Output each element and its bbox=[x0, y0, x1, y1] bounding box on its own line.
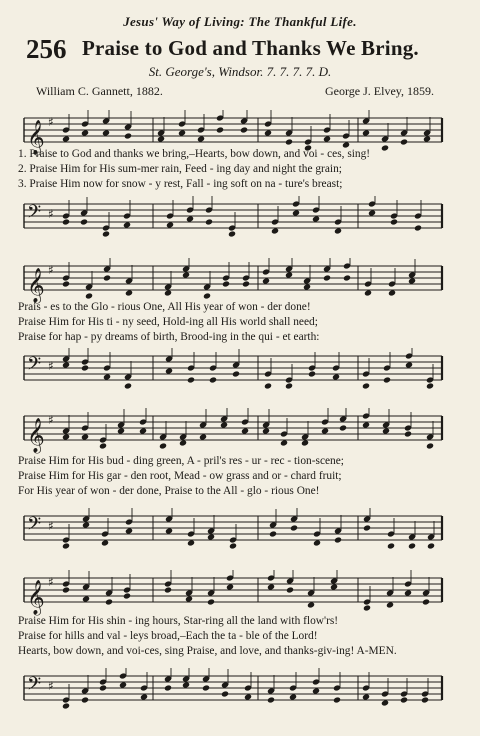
note-head bbox=[166, 221, 174, 228]
note-head bbox=[124, 382, 132, 389]
music-system-1 bbox=[18, 100, 448, 228]
note-head bbox=[62, 280, 70, 287]
note-head bbox=[103, 274, 111, 281]
treble-staff bbox=[18, 570, 448, 616]
note-head bbox=[220, 421, 228, 428]
key-signature-sharp-icon: ♯ bbox=[48, 519, 54, 533]
author-credit: William C. Gannett, 1882. bbox=[36, 84, 163, 98]
note-head bbox=[383, 376, 391, 383]
note-head bbox=[404, 589, 412, 596]
note-head bbox=[362, 382, 370, 389]
note-head bbox=[81, 129, 89, 136]
note-head bbox=[280, 439, 288, 446]
note-head bbox=[182, 271, 190, 278]
lyric-line-verse-2: Praise for hills and val - leys broad,–Each the ta - ble of the Lord! bbox=[18, 630, 318, 642]
note-head bbox=[157, 135, 165, 142]
note-head bbox=[62, 433, 70, 440]
section-heading: Jesus' Way of Living: The Thankful Life. bbox=[123, 14, 357, 29]
note-head bbox=[285, 382, 293, 389]
key-signature-sharp-icon: ♯ bbox=[48, 115, 54, 129]
hymn-title: Praise to God and Thanks We Bring. bbox=[82, 36, 419, 60]
note-head bbox=[125, 289, 133, 296]
note-head bbox=[388, 289, 396, 296]
note-head bbox=[178, 129, 186, 136]
note-head bbox=[267, 583, 275, 590]
note-head bbox=[82, 521, 90, 528]
lyric-line-verse-3: Hearts, bow down, and voi-ces, sing Praise, and love, and thanks-giv-ing! A-MEN. bbox=[18, 645, 397, 657]
note-head bbox=[381, 699, 389, 706]
note-head bbox=[364, 289, 372, 296]
key-signature-sharp-icon: ♯ bbox=[48, 263, 54, 277]
note-head bbox=[62, 361, 70, 368]
note-head bbox=[242, 280, 250, 287]
music-system-4 bbox=[18, 564, 448, 714]
bass-clef-icon: 𝄢 bbox=[27, 514, 42, 539]
note-head bbox=[386, 601, 394, 608]
bass-staff bbox=[18, 196, 448, 242]
note-head bbox=[209, 376, 217, 383]
note-head bbox=[99, 442, 107, 449]
note-head bbox=[164, 289, 172, 296]
note-head bbox=[334, 536, 342, 543]
note-head bbox=[362, 129, 370, 136]
note-head bbox=[264, 129, 272, 136]
note-head bbox=[404, 430, 412, 437]
bass-clef-icon: 𝄢 bbox=[27, 354, 42, 379]
hymn-number: 256 bbox=[26, 34, 67, 64]
note-head bbox=[387, 542, 395, 549]
note-head bbox=[240, 126, 248, 133]
note-head bbox=[303, 283, 311, 290]
note-head bbox=[312, 215, 320, 222]
note-head bbox=[307, 601, 315, 608]
note-head bbox=[426, 442, 434, 449]
note-head bbox=[205, 218, 213, 225]
note-head bbox=[82, 595, 90, 602]
note-head bbox=[363, 524, 371, 531]
note-head bbox=[119, 681, 127, 688]
note-head bbox=[368, 209, 376, 216]
lyric-line-verse-1: Prais - es to the Glo - rious One, All His year of won - der done! bbox=[18, 301, 311, 313]
note-head bbox=[102, 230, 110, 237]
key-signature-sharp-icon: ♯ bbox=[48, 413, 54, 427]
note-head bbox=[62, 218, 70, 225]
note-head bbox=[117, 427, 125, 434]
note-head bbox=[290, 524, 298, 531]
note-head bbox=[187, 539, 195, 546]
lyric-line-verse-1: 1. Praise to God and thanks we bring,–Hearts, bow down, and voi - ces, sing! bbox=[18, 148, 371, 160]
note-head bbox=[362, 421, 370, 428]
note-head bbox=[422, 598, 430, 605]
note-head bbox=[414, 224, 422, 231]
note-head bbox=[228, 230, 236, 237]
note-head bbox=[427, 542, 435, 549]
note-head bbox=[186, 215, 194, 222]
treble-staff bbox=[18, 408, 448, 454]
note-head bbox=[271, 227, 279, 234]
lyric-line-verse-2: Praise Him for His gar - den root, Mead - ow grass and or - chard fruit; bbox=[18, 470, 342, 482]
note-head bbox=[222, 280, 230, 287]
note-head bbox=[199, 433, 207, 440]
key-signature-sharp-icon: ♯ bbox=[48, 575, 54, 589]
note-head bbox=[105, 598, 113, 605]
note-head bbox=[123, 221, 131, 228]
note-head bbox=[140, 693, 148, 700]
lyric-line-verse-3: Praise for hap - py dreams of birth, Brood-ing in the qui - et earth: bbox=[18, 331, 320, 343]
note-head bbox=[262, 427, 270, 434]
note-head bbox=[102, 129, 110, 136]
note-head bbox=[400, 138, 408, 145]
note-head bbox=[123, 592, 131, 599]
lyric-line-verse-2: 2. Praise Him for His sum-mer rain, Feed - ing day and night the grain; bbox=[18, 163, 342, 175]
note-head bbox=[185, 595, 193, 602]
note-head bbox=[323, 274, 331, 281]
note-head bbox=[426, 382, 434, 389]
note-head bbox=[339, 424, 347, 431]
bass-clef-icon: 𝄢 bbox=[27, 674, 42, 699]
lyric-line-verse-1: Praise Him for His bud - ding green, A - pril's res - ur - rec - tion-scene; bbox=[18, 455, 344, 467]
note-head bbox=[330, 583, 338, 590]
note-head bbox=[99, 684, 107, 691]
key-signature-sharp-icon: ♯ bbox=[48, 679, 54, 693]
music-system-3 bbox=[18, 400, 448, 550]
note-head bbox=[334, 227, 342, 234]
note-head bbox=[332, 373, 340, 380]
note-head bbox=[285, 138, 293, 145]
note-head bbox=[207, 533, 215, 540]
note-head bbox=[159, 442, 167, 449]
composer-credit: George J. Elvey, 1859. bbox=[325, 84, 434, 98]
key-signature-sharp-icon: ♯ bbox=[48, 207, 54, 221]
note-head bbox=[308, 370, 316, 377]
note-head bbox=[124, 132, 132, 139]
note-head bbox=[362, 693, 370, 700]
note-head bbox=[264, 382, 272, 389]
key-signature-sharp-icon: ♯ bbox=[48, 359, 54, 373]
note-head bbox=[103, 373, 111, 380]
note-head bbox=[400, 696, 408, 703]
note-head bbox=[207, 598, 215, 605]
note-head bbox=[179, 439, 187, 446]
note-head bbox=[241, 427, 249, 434]
note-head bbox=[289, 693, 297, 700]
bass-staff bbox=[18, 668, 448, 714]
note-head bbox=[292, 209, 300, 216]
bass-clef-icon: 𝄢 bbox=[27, 202, 42, 227]
note-head bbox=[203, 292, 211, 299]
treble-clef-icon: 𝄞 bbox=[27, 268, 45, 303]
note-head bbox=[202, 684, 210, 691]
bass-staff bbox=[18, 508, 448, 554]
note-head bbox=[165, 527, 173, 534]
treble-clef-icon: 𝄞 bbox=[27, 120, 45, 155]
note-head bbox=[244, 693, 252, 700]
lyric-line-verse-3: For His year of won - der done, Praise to the All - glo - rious One! bbox=[18, 485, 320, 497]
note-head bbox=[221, 690, 229, 697]
note-head bbox=[81, 696, 89, 703]
note-head bbox=[182, 681, 190, 688]
note-head bbox=[62, 702, 70, 709]
note-head bbox=[408, 542, 416, 549]
note-head bbox=[229, 542, 237, 549]
lyric-line-verse-1: Praise Him for His shin - ing hours, Star-ring all the land with flow'rs! bbox=[18, 615, 339, 627]
note-head bbox=[421, 696, 429, 703]
note-head bbox=[232, 370, 240, 377]
note-head bbox=[197, 135, 205, 142]
note-head bbox=[81, 364, 89, 371]
note-head bbox=[405, 361, 413, 368]
note-head bbox=[382, 427, 390, 434]
note-head bbox=[62, 542, 70, 549]
note-head bbox=[226, 583, 234, 590]
note-head bbox=[164, 586, 172, 593]
note-head bbox=[62, 135, 70, 142]
note-head bbox=[165, 367, 173, 374]
note-head bbox=[187, 376, 195, 383]
note-head bbox=[267, 696, 275, 703]
note-head bbox=[62, 586, 70, 593]
note-head bbox=[285, 271, 293, 278]
note-head bbox=[80, 218, 88, 225]
note-head bbox=[390, 218, 398, 225]
note-head bbox=[216, 126, 224, 133]
music-system-2 bbox=[18, 250, 448, 378]
note-head bbox=[313, 539, 321, 546]
note-head bbox=[85, 292, 93, 299]
lyric-line-verse-2: Praise Him for His ti - ny seed, Hold-ing all His world shall need; bbox=[18, 316, 318, 328]
note-head bbox=[301, 439, 309, 446]
note-head bbox=[262, 277, 270, 284]
note-head bbox=[333, 696, 341, 703]
note-head bbox=[269, 530, 277, 537]
note-head bbox=[312, 687, 320, 694]
note-head bbox=[363, 604, 371, 611]
note-head bbox=[408, 277, 416, 284]
treble-staff bbox=[18, 258, 448, 304]
note-head bbox=[81, 433, 89, 440]
note-head bbox=[101, 539, 109, 546]
note-head bbox=[343, 274, 351, 281]
lyric-line-verse-3: 3. Praise Him now for snow - y rest, Fall - ing soft on na - ture's breast; bbox=[18, 178, 343, 190]
treble-clef-icon: 𝄞 bbox=[27, 418, 45, 453]
note-head bbox=[125, 527, 133, 534]
note-head bbox=[164, 684, 172, 691]
treble-clef-icon: 𝄞 bbox=[27, 580, 45, 615]
note-head bbox=[423, 135, 431, 142]
note-head bbox=[321, 427, 329, 434]
note-head bbox=[139, 427, 147, 434]
note-head bbox=[286, 586, 294, 593]
note-head bbox=[323, 135, 331, 142]
bass-staff bbox=[18, 348, 448, 394]
tune-meter: St. George's, Windsor. 7. 7. 7. 7. D. bbox=[148, 64, 332, 79]
